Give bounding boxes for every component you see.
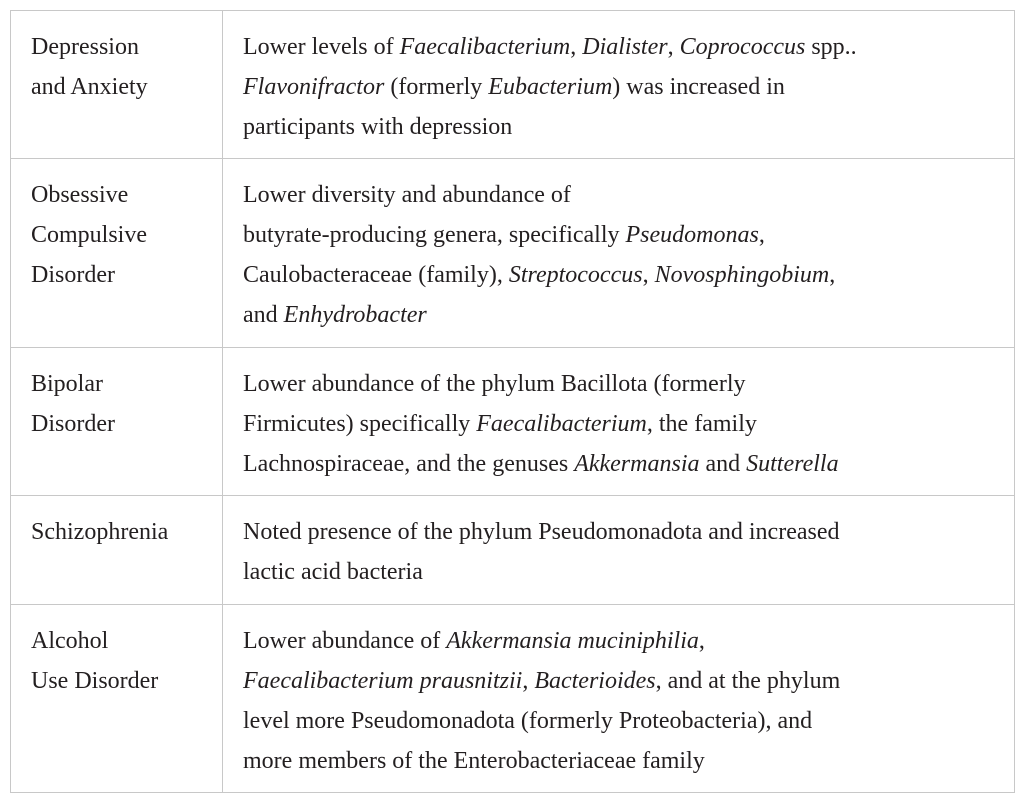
description-line xyxy=(243,512,1004,552)
description-text: Lower abundance of the phylum Bacillota (formerly xyxy=(243,371,746,397)
description-text: spp.. xyxy=(805,34,857,60)
description-text: , xyxy=(667,34,680,60)
taxon-name: Pseudomonas xyxy=(625,222,759,248)
description-line xyxy=(243,621,1004,661)
description-line xyxy=(243,215,1004,255)
description-line xyxy=(243,404,1004,444)
description-line xyxy=(243,741,1004,781)
condition-line: Compulsive xyxy=(31,222,148,248)
description-text: Lower diversity and abundance of xyxy=(243,182,571,208)
condition-line: Disorder xyxy=(31,411,115,437)
taxon-name: Sutterella xyxy=(746,451,839,477)
table-row xyxy=(11,11,1015,159)
description-text: level more Pseudomonadota (formerly Proteobacteria), and xyxy=(243,708,813,734)
condition-line: Depression xyxy=(31,34,139,60)
condition-cell xyxy=(11,605,223,793)
description-text: and xyxy=(243,302,284,328)
description-text: ) was increased in xyxy=(612,74,785,100)
description-line xyxy=(243,295,1004,335)
taxon-name: Streptococcus xyxy=(508,262,643,288)
description-text: Lower levels of xyxy=(243,34,400,60)
taxon-name: Enhydrobacter xyxy=(283,302,427,328)
taxon-name: Faecalibacterium xyxy=(399,34,571,60)
description-text: lactic acid bacteria xyxy=(243,559,423,585)
description-line xyxy=(243,255,1004,295)
description-line xyxy=(243,175,1004,215)
taxon-name: Flavonifractor xyxy=(243,74,385,100)
condition-line: Bipolar xyxy=(31,371,103,397)
taxon-name: Faecalibacterium prausnitzii xyxy=(243,668,523,694)
description-line xyxy=(243,67,1004,107)
description-text: Noted presence of the phylum Pseudomonadota and increased xyxy=(243,519,840,545)
condition-cell xyxy=(11,11,223,159)
description-text: , and at the phylum xyxy=(655,668,841,694)
description-text: Lower abundance of xyxy=(243,628,447,654)
taxon-name: Coprococcus xyxy=(679,34,806,60)
condition-line: Alcohol xyxy=(31,628,109,654)
taxon-name: Eubacterium xyxy=(488,74,613,100)
description-line xyxy=(243,364,1004,404)
description-cell xyxy=(223,159,1015,348)
description-line xyxy=(243,444,1004,484)
description-line xyxy=(243,701,1004,741)
description-text: , the family xyxy=(646,411,757,437)
description-cell xyxy=(223,605,1015,793)
table-row xyxy=(11,605,1015,793)
condition-line: Schizophrenia xyxy=(31,519,169,545)
description-text: , xyxy=(829,262,836,288)
description-text: , xyxy=(758,222,765,248)
description-line xyxy=(243,552,1004,592)
description-line xyxy=(243,27,1004,67)
table-row xyxy=(11,348,1015,496)
description-text: , xyxy=(642,262,655,288)
taxon-name: Faecalibacterium xyxy=(476,411,647,437)
description-text: (formerly xyxy=(384,74,489,100)
description-text: butyrate-producing genera, specifically xyxy=(243,222,626,248)
description-text: Caulobacteraceae (family), xyxy=(243,262,509,288)
taxon-name: Dialister xyxy=(582,34,668,60)
description-text: , xyxy=(698,628,705,654)
description-line xyxy=(243,107,1004,147)
condition-line: Disorder xyxy=(31,262,115,288)
taxon-name: Bacterioides xyxy=(534,668,656,694)
description-text: more members of the Enterobacteriaceae family xyxy=(243,748,705,774)
description-text: Firmicutes) specifically xyxy=(243,411,477,437)
condition-cell xyxy=(11,496,223,605)
taxon-name: Akkermansia muciniphilia xyxy=(446,628,699,654)
condition-line: Obsessive xyxy=(31,182,129,208)
condition-cell xyxy=(11,348,223,496)
table-row xyxy=(11,496,1015,605)
condition-line: Use Disorder xyxy=(31,668,159,694)
condition-cell xyxy=(11,159,223,348)
description-text: participants with depression xyxy=(243,114,513,140)
table-row xyxy=(11,159,1015,348)
microbiome-disorder-table xyxy=(10,10,1015,793)
description-text: and xyxy=(699,451,747,477)
taxon-name: Novosphingobium xyxy=(654,262,830,288)
description-cell xyxy=(223,11,1015,159)
description-text: Lachnospiraceae, and the genuses xyxy=(243,451,575,477)
taxon-name: Akkermansia xyxy=(574,451,700,477)
description-cell xyxy=(223,496,1015,605)
condition-line: and Anxiety xyxy=(31,74,148,100)
description-cell xyxy=(223,348,1015,496)
description-text: , xyxy=(522,668,535,694)
description-line xyxy=(243,661,1004,701)
description-text: , xyxy=(570,34,583,60)
